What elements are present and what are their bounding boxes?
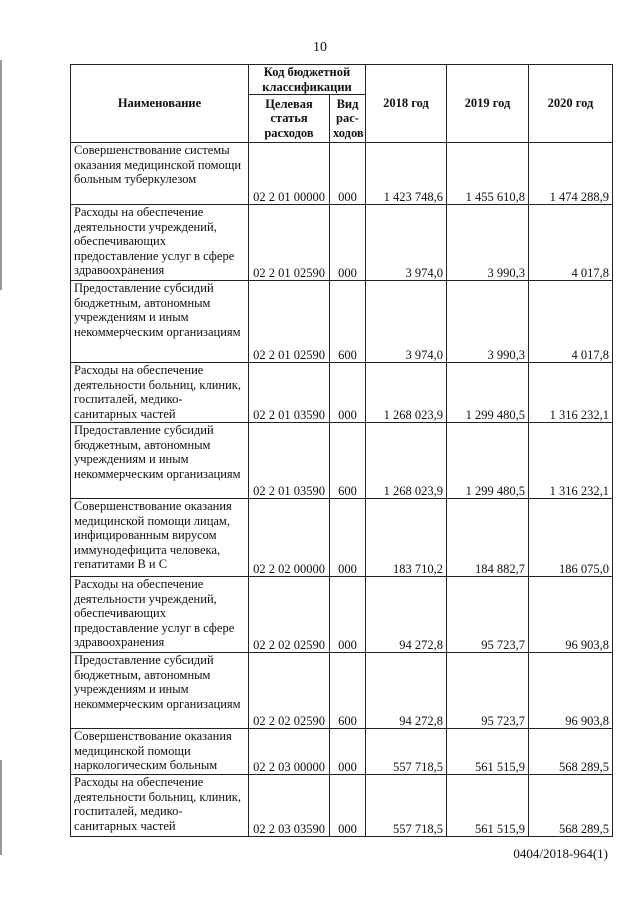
row-target-code: 02 2 02 00000 bbox=[249, 499, 330, 577]
row-target-code: 02 2 02 02590 bbox=[249, 577, 330, 653]
row-value-2020: 1 316 232,1 bbox=[529, 423, 613, 499]
row-value-2018: 557 718,5 bbox=[366, 729, 447, 775]
row-name: Расходы на обеспечение деятельности больниц, клиник, госпиталей, медико-санитарных частей bbox=[71, 775, 249, 837]
row-value-2019: 561 515,9 bbox=[447, 729, 529, 775]
row-name: Предоставление субсидий бюджетным, автономным учреждениям и иным некоммерческим организациям bbox=[71, 653, 249, 729]
row-value-2018: 3 974,0 bbox=[366, 281, 447, 363]
header-2020: 2020 год bbox=[529, 65, 613, 143]
row-name: Расходы на обеспечение деятельности учреждений, обеспечивающих предоставление услуг в сфере здравоохранения bbox=[71, 577, 249, 653]
row-value-2019: 3 990,3 bbox=[447, 281, 529, 363]
row-value-2019: 1 455 610,8 bbox=[447, 143, 529, 205]
row-value-2020: 1 474 288,9 bbox=[529, 143, 613, 205]
row-target-code: 02 2 02 02590 bbox=[249, 653, 330, 729]
table-row bbox=[71, 577, 613, 653]
row-name: Предоставление субсидий бюджетным, автономным учреждениям и иным некоммерческим организациям bbox=[71, 423, 249, 499]
scan-margin-mark bbox=[0, 760, 2, 855]
table-row bbox=[71, 499, 613, 577]
row-value-2020: 1 316 232,1 bbox=[529, 363, 613, 423]
row-expense-type: 000 bbox=[330, 205, 366, 281]
row-value-2018: 1 423 748,6 bbox=[366, 143, 447, 205]
table-row bbox=[71, 143, 613, 205]
row-target-code: 02 2 01 03590 bbox=[249, 363, 330, 423]
header-2018: 2018 год bbox=[366, 65, 447, 143]
row-name: Совершенствование системы оказания медицинской помощи больным туберкулезом bbox=[71, 143, 249, 205]
table-row bbox=[71, 205, 613, 281]
row-value-2018: 94 272,8 bbox=[366, 577, 447, 653]
document-code: 0404/2018-964(1) bbox=[513, 846, 608, 861]
scan-margin-mark bbox=[0, 60, 2, 290]
row-value-2019: 95 723,7 bbox=[447, 577, 529, 653]
header-name: Наименование bbox=[71, 65, 249, 143]
row-expense-type: 600 bbox=[330, 281, 366, 363]
row-value-2018: 1 268 023,9 bbox=[366, 423, 447, 499]
row-expense-type: 000 bbox=[330, 775, 366, 837]
row-name: Совершенствование оказания медицинской помощи лицам, инфицированным вирусом иммунодефицита человека, гепатитами В и С bbox=[71, 499, 249, 577]
row-value-2018: 183 710,2 bbox=[366, 499, 447, 577]
row-expense-type: 000 bbox=[330, 499, 366, 577]
row-value-2020: 96 903,8 bbox=[529, 577, 613, 653]
row-value-2018: 3 974,0 bbox=[366, 205, 447, 281]
row-value-2018: 94 272,8 bbox=[366, 653, 447, 729]
row-value-2019: 184 882,7 bbox=[447, 499, 529, 577]
row-target-code: 02 2 03 00000 bbox=[249, 729, 330, 775]
row-value-2018: 557 718,5 bbox=[366, 775, 447, 837]
row-expense-type: 600 bbox=[330, 653, 366, 729]
row-expense-type: 000 bbox=[330, 729, 366, 775]
row-value-2020: 4 017,8 bbox=[529, 281, 613, 363]
row-value-2020: 96 903,8 bbox=[529, 653, 613, 729]
row-expense-type: 600 bbox=[330, 423, 366, 499]
page-number: 10 bbox=[313, 40, 327, 55]
row-expense-type: 000 bbox=[330, 577, 366, 653]
header-target-article: Целевая статья расходов bbox=[249, 95, 330, 143]
row-value-2020: 568 289,5 bbox=[529, 729, 613, 775]
row-value-2019: 1 299 480,5 bbox=[447, 423, 529, 499]
row-name: Расходы на обеспечение деятельности учреждений, обеспечивающих предоставление услуг в сфере здравоохранения bbox=[71, 205, 249, 281]
row-target-code: 02 2 01 00000 bbox=[249, 143, 330, 205]
header-2019: 2019 год bbox=[447, 65, 529, 143]
row-target-code: 02 2 03 03590 bbox=[249, 775, 330, 837]
table-row bbox=[71, 363, 613, 423]
budget-table bbox=[70, 64, 613, 837]
row-value-2019: 95 723,7 bbox=[447, 653, 529, 729]
table-row bbox=[71, 653, 613, 729]
table-row bbox=[71, 423, 613, 499]
row-name: Предоставление субсидий бюджетным, автономным учреждениям и иным некоммерческим организациям bbox=[71, 281, 249, 363]
table-row bbox=[71, 729, 613, 775]
row-target-code: 02 2 01 03590 bbox=[249, 423, 330, 499]
row-value-2019: 3 990,3 bbox=[447, 205, 529, 281]
row-value-2020: 568 289,5 bbox=[529, 775, 613, 837]
row-value-2019: 561 515,9 bbox=[447, 775, 529, 837]
row-name: Совершенствование оказания медицинской помощи наркологическим больным bbox=[71, 729, 249, 775]
header-row bbox=[71, 65, 613, 95]
row-expense-type: 000 bbox=[330, 143, 366, 205]
row-target-code: 02 2 01 02590 bbox=[249, 281, 330, 363]
row-value-2020: 4 017,8 bbox=[529, 205, 613, 281]
row-value-2018: 1 268 023,9 bbox=[366, 363, 447, 423]
table-row bbox=[71, 775, 613, 837]
row-name: Расходы на обеспечение деятельности больниц, клиник, госпиталей, медико-санитарных частей bbox=[71, 363, 249, 423]
header-kbk-group: Код бюджетной классификации bbox=[249, 65, 366, 95]
row-target-code: 02 2 01 02590 bbox=[249, 205, 330, 281]
row-value-2020: 186 075,0 bbox=[529, 499, 613, 577]
header-expense-type: Вид рас-ходов bbox=[330, 95, 366, 143]
row-value-2019: 1 299 480,5 bbox=[447, 363, 529, 423]
table-row bbox=[71, 281, 613, 363]
row-expense-type: 000 bbox=[330, 363, 366, 423]
